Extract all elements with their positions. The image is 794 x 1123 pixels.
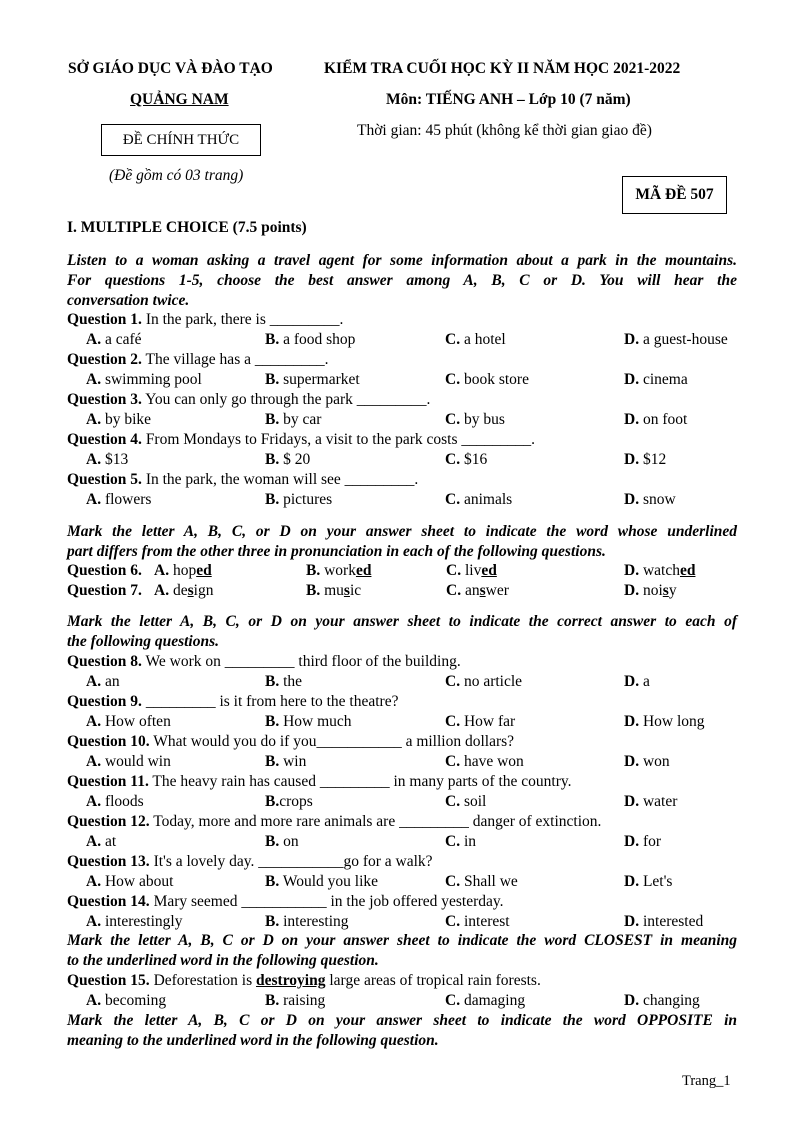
page-number: Trang_1	[682, 1073, 731, 1089]
question-options	[67, 330, 737, 350]
question-stem	[67, 310, 737, 330]
answer-option: B. by car	[265, 411, 322, 428]
instruction-pronunciation: Mark the letter A, B, C, or D on your answer sheet to indicate the word whose underlined part differs from the other three in pronunciation in each of the following questions.	[67, 523, 737, 560]
answer-option: C. soil	[445, 793, 487, 810]
question-15: Question 15. Deforestation is destroying large areas of tropical rain forests.	[67, 972, 541, 989]
answer-option: B. win	[265, 753, 307, 770]
question-number: Question 5.	[67, 471, 142, 488]
question-stem	[67, 692, 737, 712]
answer-option: C. a hotel	[445, 331, 506, 348]
answer-option: B. a food shop	[265, 331, 356, 348]
exam-code: MÃ ĐỀ 507	[635, 186, 714, 203]
answer-option: B. pictures	[265, 491, 333, 508]
question-text: Today, more and more rare animals are _________ danger of extinction.	[149, 813, 602, 830]
answer-option: D. water	[624, 793, 678, 810]
official-label-box	[101, 124, 261, 156]
answer-option: B. interesting	[265, 913, 349, 930]
question-stem	[67, 892, 737, 912]
question-15-options: A. becoming B. raising C. damaging D. changing	[86, 992, 700, 1009]
instruction-opposite-meaning: Mark the letter A, B, C or D on your answer sheet to indicate the word OPPOSITE in meaning to the underlined word in the following question.	[67, 1012, 737, 1049]
question-stem	[67, 430, 737, 450]
answer-option: A. flowers	[86, 491, 152, 508]
answer-option: C. in	[445, 833, 477, 850]
question-text: The heavy rain has caused _________ in many parts of the country.	[148, 773, 572, 790]
answer-option: D. $12	[624, 451, 667, 468]
question-stem	[67, 852, 737, 872]
question-number: Question 1.	[67, 311, 142, 328]
question-number: Question 14.	[67, 893, 150, 910]
question-stem	[67, 652, 737, 672]
answer-option: A. at	[86, 833, 117, 850]
pages-note: (Đề gồm có 03 trang)	[109, 167, 244, 184]
answer-option: D. cinema	[624, 371, 688, 388]
answer-option: D. snow	[624, 491, 676, 508]
question-stem	[67, 772, 737, 792]
instruction-correct-answer: Mark the letter A, B, C, or D on your answer sheet to indicate the correct answer to each of the following questions.	[67, 613, 737, 650]
answer-option: B. $ 20	[265, 451, 311, 468]
exam-title: KIỂM TRA CUỐI HỌC KỲ II NĂM HỌC 2021-2022	[324, 60, 681, 77]
question-number: Question 4.	[67, 431, 142, 448]
question-text: From Mondays to Fridays, a visit to the park costs _________.	[141, 431, 536, 448]
question-text: In the park, the woman will see _________.	[141, 471, 419, 488]
answer-option: D. interested	[624, 913, 704, 930]
answer-option: A. swimming pool	[86, 371, 202, 388]
question-text: _________ is it from here to the theatre?	[141, 693, 399, 710]
exam-time: Thời gian: 45 phút (không kể thời gian giao đề)	[357, 122, 652, 139]
question-text: We work on _________ third floor of the building.	[141, 653, 461, 670]
answer-option: A. interestingly	[86, 913, 183, 930]
answer-option: B. How much	[265, 713, 352, 730]
question-text: You can only go through the park _________.	[141, 391, 431, 408]
answer-option: A. an	[86, 673, 120, 690]
question-options	[67, 712, 737, 732]
question-text: Mary seemed ___________ in the job offered yesterday.	[149, 893, 504, 910]
question-options	[67, 872, 737, 892]
instruction-closest-meaning: Mark the letter A, B, C or D on your answer sheet to indicate the word CLOSEST in meaning to the underlined word in the following question.	[67, 932, 737, 969]
question-number: Question 11.	[67, 773, 149, 790]
exam-code-box	[622, 176, 727, 214]
province-name: QUẢNG NAM	[130, 91, 229, 108]
instruction-listening: Listen to a woman asking a travel agent for some information about a park in the mountains. For questions 1-5, choose the best answer among A, B, C or D. You will hear the conversation twice.	[67, 252, 737, 309]
answer-option: D. How long	[624, 713, 705, 730]
question-stem	[67, 470, 737, 490]
answer-option: A. floods	[86, 793, 144, 810]
answer-option: C. have won	[445, 753, 524, 770]
question-number: Question 3.	[67, 391, 142, 408]
answer-option: B. supermarket	[265, 371, 360, 388]
question-options	[67, 410, 737, 430]
answer-option: D. won	[624, 753, 670, 770]
question-options	[67, 912, 737, 932]
answer-option: D. Let's	[624, 873, 673, 890]
answer-option: B. Would you like	[265, 873, 379, 890]
answer-option: C. no article	[445, 673, 523, 690]
section-title: I. MULTIPLE CHOICE (7.5 points)	[67, 219, 307, 236]
answer-option: A. a café	[86, 331, 142, 348]
question-number: Question 12.	[67, 813, 150, 830]
question-number: Question 8.	[67, 653, 142, 670]
official-label: ĐỀ CHÍNH THỨC	[122, 132, 240, 148]
question-text: It's a lovely day. ___________go for a walk?	[149, 853, 433, 870]
question-stem	[67, 350, 737, 370]
answer-option: B. the	[265, 673, 303, 690]
question-number: Question 9.	[67, 693, 142, 710]
question-options	[67, 672, 737, 692]
question-options	[67, 752, 737, 772]
question-options	[67, 832, 737, 852]
question-number: Question 13.	[67, 853, 150, 870]
answer-option: A. would win	[86, 753, 171, 770]
answer-option: C. book store	[445, 371, 529, 388]
question-stem	[67, 390, 737, 410]
question-number: Question 2.	[67, 351, 142, 368]
question-text: The village has a _________.	[141, 351, 329, 368]
answer-option: A. How often	[86, 713, 171, 730]
answer-option: C. by bus	[445, 411, 505, 428]
question-number: Question 10.	[67, 733, 150, 750]
question-7: Question 7. A. design B. music C. answer D. noisy	[67, 582, 677, 599]
answer-option: D. on foot	[624, 411, 688, 428]
exam-subject: Môn: TIẾNG ANH – Lớp 10 (7 năm)	[386, 91, 631, 108]
answer-option: A. $13	[86, 451, 129, 468]
question-options	[67, 450, 737, 470]
department-name: SỞ GIÁO DỤC VÀ ĐÀO TẠO	[68, 60, 273, 77]
question-options	[67, 490, 737, 510]
question-text: What would you do if you___________ a million dollars?	[149, 733, 515, 750]
question-options	[67, 792, 737, 812]
answer-option: C. How far	[445, 713, 516, 730]
answer-option: D. a guest-house	[624, 331, 728, 348]
question-stem	[67, 732, 737, 752]
answer-option: A. How about	[86, 873, 174, 890]
answer-option: C. animals	[445, 491, 513, 508]
question-6: Question 6. A. hoped B. worked C. lived D. watched	[67, 562, 696, 579]
answer-option: D. a	[624, 673, 650, 690]
answer-option: C. Shall we	[445, 873, 518, 890]
answer-option: B. on	[265, 833, 299, 850]
answer-option: C. interest	[445, 913, 510, 930]
answer-option: C. $16	[445, 451, 488, 468]
answer-option: D. for	[624, 833, 662, 850]
question-options	[67, 370, 737, 390]
answer-option: B.crops	[265, 793, 313, 810]
question-text: In the park, there is _________.	[141, 311, 344, 328]
answer-option: A. by bike	[86, 411, 152, 428]
question-stem	[67, 812, 737, 832]
